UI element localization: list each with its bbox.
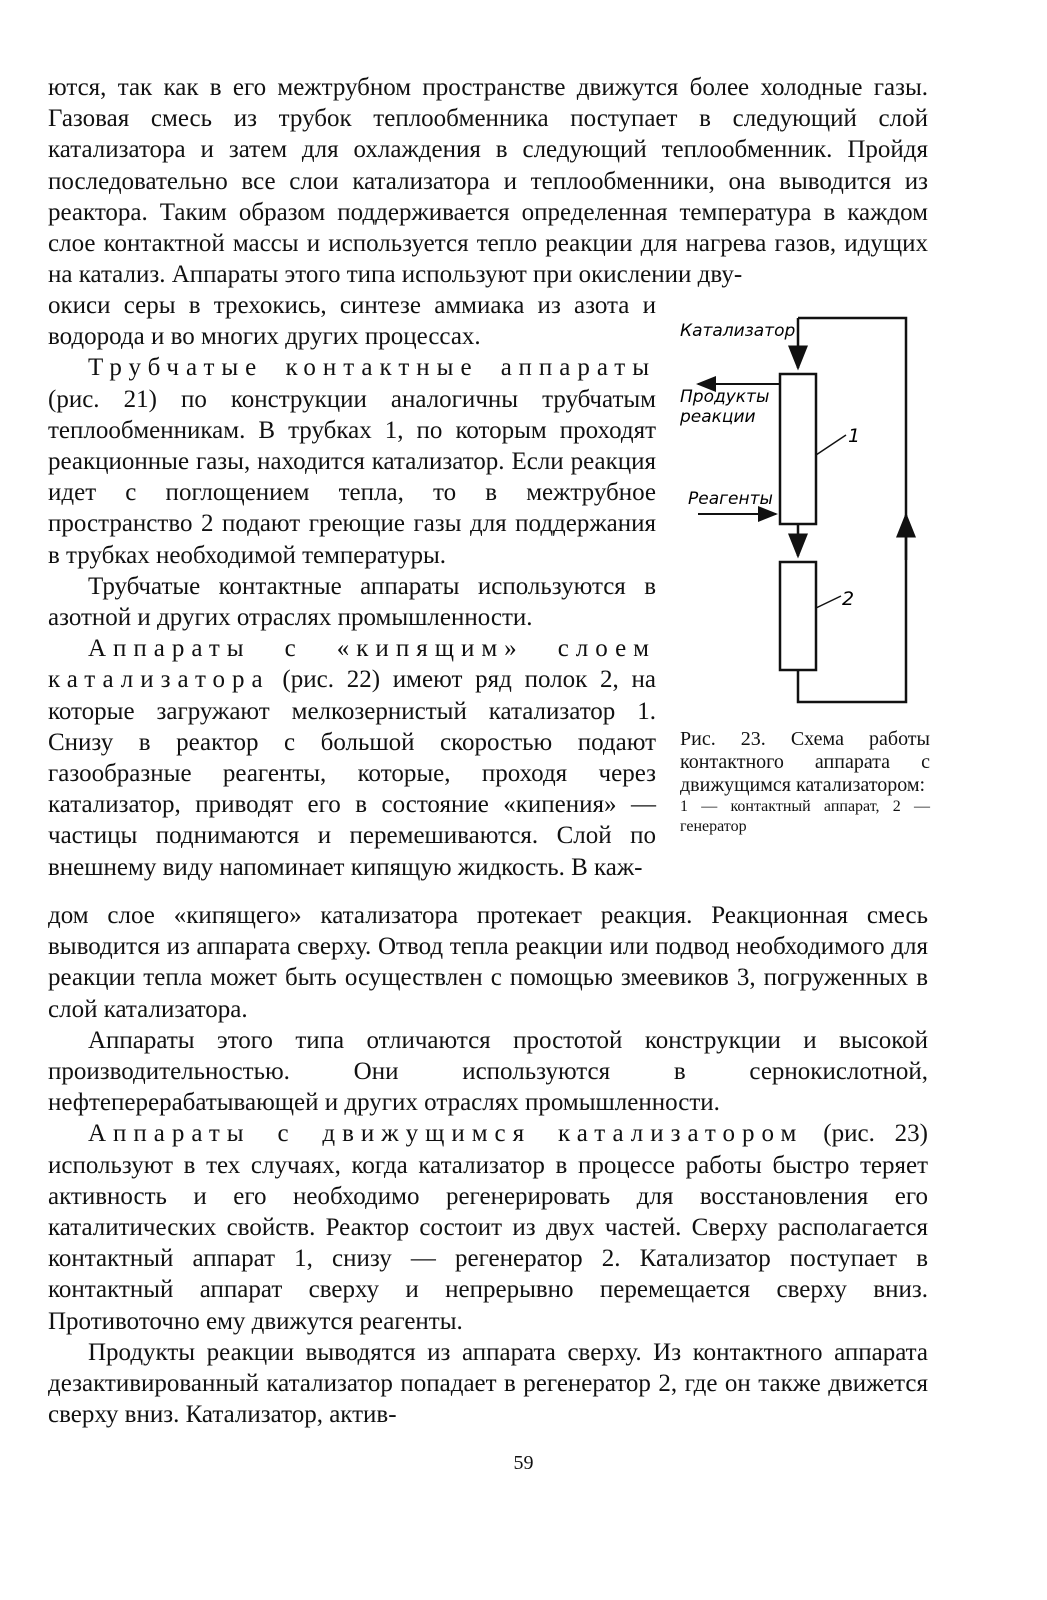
section-heading-tubular: Трубчатые контактные аппараты <box>88 354 656 382</box>
section-heading-fluidized: Аппараты с «кипящим» слоем катализатора <box>48 635 656 694</box>
regenerator-2 <box>780 562 816 670</box>
paragraph-continuation: окиси серы в трехокись, синтезе аммиака из азота и водорода и во многих других процессах. <box>48 292 656 351</box>
figure-23 <box>676 300 946 720</box>
figure-caption <box>680 728 930 837</box>
text-block-left-column <box>48 290 656 883</box>
paragraph-fluidized-use: Аппараты этого типа отличаются простотой конструкции и высокой производительностью. Они используются в сернокислотной, нефтеперерабатывающей и других отраслях промышленности. <box>48 1026 928 1117</box>
caption-legend: 1 — контактный аппарат, 2 — генератор <box>680 798 930 835</box>
paragraph-tubular-apparatus: Трубчатые контактные аппараты (рис. 21) по конструкции аналогичны трубчатым теплообменникам. В трубках 1, по которым проходят реакционные газы, находится катализатор. Если реакция идет с поглощением тепла, то в межтрубное пространство 2 подают греющие газы для поддержания в трубках необходимой температуры. <box>48 354 656 569</box>
contact-apparatus-1 <box>780 374 816 524</box>
paragraph-fluidized-bed: Аппараты с «кипящим» слоем катализатора (рис. 22) имеют ряд полок 2, на которые загружают мелкозернистый катализатор 1. Снизу в реактор с большой скоростью подают газообразные реагенты, которые, проходя через катализатор, приводят его в состояние «кипения» — частицы поднимаются и перемешиваются. Слой по внешнему виду напоминает кипящую жидкость. В каж- <box>48 635 657 881</box>
paragraph: ются, так как в его межтрубном пространстве движутся более холодные газы. Газовая смесь из трубок теплообменника поступает в следующий слой катализатора и затем для охлаждения в следующий теплообменник. Пройдя последовательно все слои катализатора и теплообменники, она выводится из реактора. Таким образом поддерживается определенная температура в каждом слое контактной массы и используется тепло реакции для нагрева газов, идущих на катализ. Аппараты этого типа используют при окислении дву- <box>48 74 928 289</box>
section-heading-moving: Аппараты с движущимся катализатором <box>88 1120 804 1148</box>
leader-line-1 <box>816 435 846 455</box>
label-catalyst: Катализатор <box>680 321 796 341</box>
page-number: 59 <box>513 1452 534 1474</box>
flow-diagram <box>676 300 946 720</box>
caption-main: Рис. 23. Схема работы контактного аппарата с движущимся катализатором: <box>680 728 930 796</box>
paragraph-products: Продукты реакции выводятся из аппарата сверху. Из контактного аппарата дезактивированный катализатор попадает в регенератор 2, где он также движется сверху вниз. Катализатор, актив- <box>48 1338 928 1429</box>
text-block-top <box>48 72 928 290</box>
paragraph-continuation: дом слое «кипящего» катализатора протекает реакция. Реакционная смесь выводится из аппарата сверху. Отвод тепла реакции или подвод необходимого для реакции тепла может быть осуществлен с помощью змеевиков 3, погруженных в слой катализатора. <box>48 902 928 1023</box>
label-number-1: 1 <box>848 425 861 447</box>
label-reagents: Реагенты <box>688 489 773 509</box>
label-products: Продукты <box>680 387 770 407</box>
leader-line-2 <box>816 596 841 608</box>
text-block-bottom <box>48 900 928 1430</box>
label-number-2: 2 <box>842 588 855 610</box>
paragraph-tubular-use: Трубчатые контактные аппараты используются в азотной и других отраслях промышленности. <box>48 572 656 632</box>
label-reaction: реакции <box>680 407 756 427</box>
paragraph-moving-catalyst: Аппараты с движущимся катализатором (рис. 23) используют в тех случаях, когда катализатор в процессе работы быстро теряет активность и его необходимо регенерировать для восстановления его каталитических свойств. Реактор состоит из двух частей. Сверху располагается контактный аппарат 1, снизу — регенератор 2. Катализатор поступает в контактный аппарат сверху и непрерывно перемещается сверху вниз. Противоточно ему движутся реагенты. <box>48 1120 929 1335</box>
